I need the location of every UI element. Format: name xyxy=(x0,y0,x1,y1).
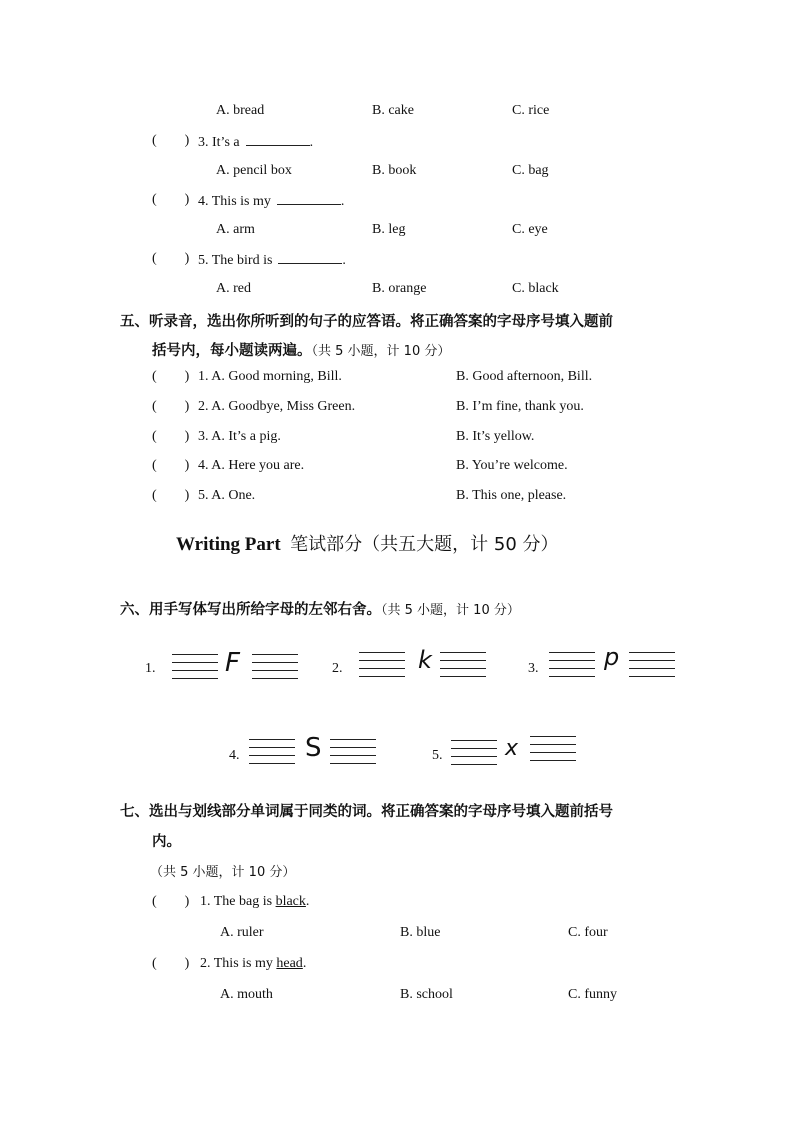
handwriting-lines-left[interactable] xyxy=(249,739,295,771)
q7-item1-option-a: A. ruler xyxy=(220,925,264,940)
q5-item1-paren[interactable]: ( ) xyxy=(152,369,190,384)
handwriting-lines-right[interactable] xyxy=(530,736,576,768)
handwriting-lines-left[interactable] xyxy=(549,652,595,684)
q7-title-line2: 内。 xyxy=(152,834,181,850)
q4-prev-option-a: A. bread xyxy=(216,103,265,118)
q5-item4-option-a: 4. A. Here you are. xyxy=(198,458,305,473)
q7-item1-paren[interactable]: ( ) xyxy=(152,894,190,909)
q4-item4-option-a: A. arm xyxy=(216,222,255,237)
q5-item3-option-b: B. It’s yellow. xyxy=(456,429,535,444)
handwriting-lines-right[interactable] xyxy=(440,652,486,684)
answer-blank[interactable] xyxy=(278,251,342,264)
q5-item3-option-a: 3. A. It’s a pig. xyxy=(198,429,281,444)
q7-item2-option-b: B. school xyxy=(400,987,453,1002)
q7-item2-option-c: C. funny xyxy=(568,987,617,1002)
q7-item1-stem: 1. The bag is black. xyxy=(200,894,310,909)
q4-item3-option-a: A. pencil box xyxy=(216,163,292,178)
q5-item3-paren[interactable]: ( ) xyxy=(152,429,190,444)
q5-title-line1: 五、听录音，选出你所听到的句子的应答语。将正确答案的字母序号填入题前 xyxy=(120,314,613,330)
q6-letter-5: x xyxy=(505,736,519,761)
handwriting-lines-left[interactable] xyxy=(172,654,218,686)
q5-item5-option-b: B. This one, please. xyxy=(456,488,567,503)
handwriting-lines-right[interactable] xyxy=(629,652,675,684)
q4-item4-paren[interactable]: ( ) xyxy=(152,192,190,207)
q4-item5-option-b: B. orange xyxy=(372,281,427,296)
handwriting-lines-right[interactable] xyxy=(330,739,376,771)
q7-item1-option-c: C. four xyxy=(568,925,608,940)
handwriting-lines-right[interactable] xyxy=(252,654,298,686)
q4-item3-option-b: B. book xyxy=(372,163,417,178)
q4-item5-option-a: A. red xyxy=(216,281,251,296)
q5-item2-option-a: 2. A. Goodbye, Miss Green. xyxy=(198,399,356,414)
handwriting-lines-left[interactable] xyxy=(359,652,405,684)
q4-prev-option-c: C. rice xyxy=(512,103,550,118)
q7-item2-stem: 2. This is my head. xyxy=(200,956,307,971)
q4-item5-stem: 5. The bird is . xyxy=(198,253,346,268)
q7-item2-paren[interactable]: ( ) xyxy=(152,956,190,971)
q6-num-1: 1. xyxy=(145,661,156,676)
answer-blank[interactable] xyxy=(246,133,310,146)
writing-part-title: Writing Part 笔试部分（共五大题，计 50 分） xyxy=(176,534,559,555)
q7-item1-option-b: B. blue xyxy=(400,925,441,940)
q4-item5-option-c: C. black xyxy=(512,281,559,296)
q4-item4-option-b: B. leg xyxy=(372,222,406,237)
q4-item5-paren[interactable]: ( ) xyxy=(152,251,190,266)
q7-title-line1: 七、选出与划线部分单词属于同类的词。将正确答案的字母序号填入题前括号 xyxy=(120,804,613,820)
answer-blank[interactable] xyxy=(277,192,341,205)
q6-title: 六、用手写体写出所给字母的左邻右舍。（共 5 小题，计 10 分） xyxy=(120,602,520,618)
handwriting-lines-left[interactable] xyxy=(451,740,497,772)
q4-item4-stem: 4. This is my . xyxy=(198,194,345,209)
q7-note: （共 5 小题，计 10 分） xyxy=(150,865,296,880)
q6-num-2: 2. xyxy=(332,661,343,676)
q5-item2-paren[interactable]: ( ) xyxy=(152,399,190,414)
q5-item1-option-a: 1. A. Good morning, Bill. xyxy=(198,369,342,384)
q6-letter-1: F xyxy=(225,648,240,678)
q5-item5-paren[interactable]: ( ) xyxy=(152,488,190,503)
q6-num-3: 3. xyxy=(528,661,539,676)
q5-item4-option-b: B. You’re welcome. xyxy=(456,458,568,473)
q6-letter-3: p xyxy=(604,643,620,671)
q5-item1-option-b: B. Good afternoon, Bill. xyxy=(456,369,593,384)
q5-title-line2: 括号内，每小题读两遍。（共 5 小题，计 10 分） xyxy=(152,343,451,359)
q7-item2-option-a: A. mouth xyxy=(220,987,273,1002)
q6-letter-2: k xyxy=(418,646,432,674)
q5-item5-option-a: 5. A. One. xyxy=(198,488,256,503)
q4-item4-option-c: C. eye xyxy=(512,222,548,237)
q6-num-4: 4. xyxy=(229,748,240,763)
q4-item3-stem: 3. It’s a . xyxy=(198,135,314,150)
q4-prev-option-b: B. cake xyxy=(372,103,414,118)
q5-item4-paren[interactable]: ( ) xyxy=(152,458,190,473)
q6-letter-4: S xyxy=(305,733,322,763)
q6-num-5: 5. xyxy=(432,748,443,763)
q5-item2-option-b: B. I’m fine, thank you. xyxy=(456,399,584,414)
q4-item3-paren[interactable]: ( ) xyxy=(152,133,190,148)
q4-item3-option-c: C. bag xyxy=(512,163,549,178)
